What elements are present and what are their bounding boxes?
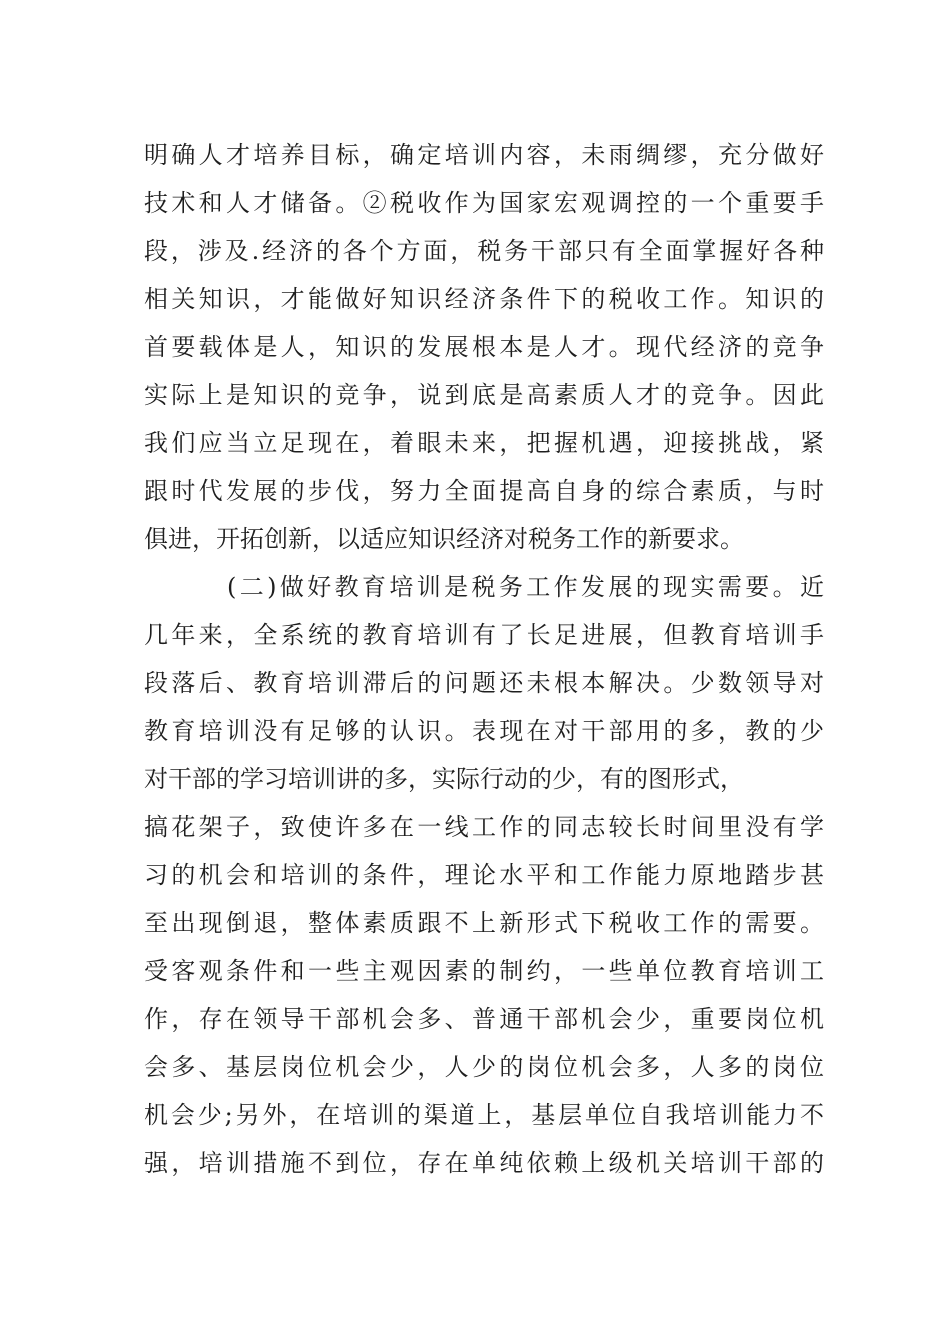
text-line-10: (二)做好教育培训是税务工作发展的现实需要。近 xyxy=(227,573,824,601)
text-line-14: 对干部的学习培训讲的多，实际行动的少，有的图形式， xyxy=(144,765,744,793)
text-line-20: 会多、基层岗位机会少，人少的岗位机会多，人多的岗位 xyxy=(144,1053,824,1081)
text-line-16: 习的机会和培训的条件，理论水平和工作能力原地踏步甚 xyxy=(144,861,824,889)
text-line-11: 几年来，全系统的教育培训有了长足进展，但教育培训手 xyxy=(144,621,824,649)
text-line-7: 我们应当立足现在，着眼未来，把握机遇，迎接挑战，紧 xyxy=(144,429,824,457)
text-line-19: 作，存在领导干部机会多、普通干部机会少，重要岗位机 xyxy=(144,1005,824,1033)
text-line-6: 实际上是知识的竞争，说到底是高素质人才的竞争。因此 xyxy=(144,381,824,409)
text-line-8: 跟时代发展的步伐，努力全面提高自身的综合素质，与时 xyxy=(144,477,824,505)
text-line-13: 教育培训没有足够的认识。表现在对干部用的多，教的少 xyxy=(144,717,824,745)
text-line-4: 相关知识，才能做好知识经济条件下的税收工作。知识的 xyxy=(144,285,824,313)
text-line-22: 强，培训措施不到位，存在单纯依赖上级机关培训干部的 xyxy=(144,1149,824,1177)
text-line-15: 搞花架子，致使许多在一线工作的同志较长时间里没有学 xyxy=(144,813,824,841)
text-line-12: 段落后、教育培训滞后的问题还未根本解决。少数领导对 xyxy=(144,669,824,697)
text-line-5: 首要载体是人，知识的发展根本是人才。现代经济的竞争 xyxy=(144,333,824,361)
text-line-21: 机会少;另外，在培训的渠道上，基层单位自我培训能力不 xyxy=(144,1101,824,1129)
text-line-1: 明确人才培养目标，确定培训内容，未雨绸缪，充分做好 xyxy=(144,141,824,169)
text-line-2: 技术和人才储备。②税收作为国家宏观调控的一个重要手 xyxy=(144,189,824,217)
text-line-18: 受客观条件和一些主观因素的制约，一些单位教育培训工 xyxy=(144,957,824,985)
text-line-9: 俱进，开拓创新，以适应知识经济对税务工作的新要求。 xyxy=(144,525,744,553)
text-line-17: 至出现倒退，整体素质跟不上新形式下税收工作的需要。 xyxy=(144,909,824,937)
text-line-3: 段，涉及.经济的各个方面，税务干部只有全面掌握好各种 xyxy=(144,237,824,265)
